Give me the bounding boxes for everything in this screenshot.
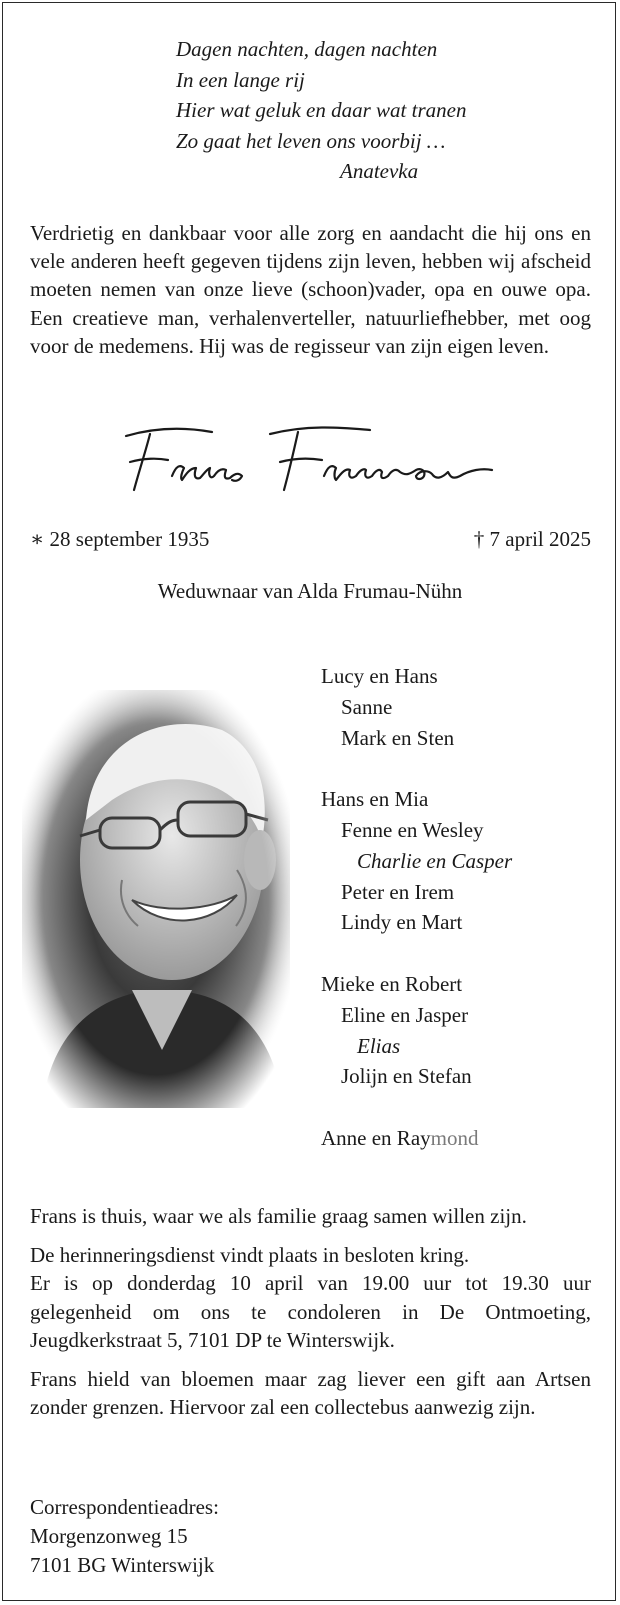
- family-head-part: Anne en Ray: [321, 1125, 431, 1150]
- poem-author: Anatevka: [340, 159, 419, 184]
- correspondence-address: [30, 1493, 219, 1580]
- family-group: [321, 969, 512, 1092]
- family-child: Sanne: [341, 694, 393, 719]
- family-child: Eline en Jasper: [341, 1002, 469, 1027]
- address-street: Morgenzonweg 15: [30, 1524, 188, 1548]
- birth-date: ∗ 28 september 1935: [30, 527, 210, 551]
- family-grandchild: Elias: [357, 1033, 401, 1058]
- signature: [120, 420, 500, 500]
- family-group: [321, 1123, 512, 1154]
- signature-graphic: [120, 420, 500, 500]
- address-city: 7101 BG Winterswijk: [30, 1553, 215, 1577]
- closing-text: [30, 1202, 591, 1432]
- poem: [176, 34, 466, 187]
- family-child: Mark en Sten: [341, 725, 455, 750]
- poem-line: In een lange rij: [176, 67, 305, 92]
- service-line: De herinneringsdienst vindt plaats in besloten kring.: [30, 1242, 470, 1267]
- widower-line: Weduwnaar van Alda Frumau-Nühn: [157, 579, 463, 603]
- family-head-part-faded: mond: [430, 1125, 479, 1150]
- portrait-image: [22, 690, 290, 1108]
- poem-line: Dagen nachten, dagen nachten: [176, 37, 438, 61]
- death-date: † 7 april 2025: [473, 527, 591, 551]
- poem-line: Zo gaat het leven ons voorbij …: [176, 128, 446, 153]
- closing-paragraph: Frans is thuis, waar we als familie graag samen willen zijn.: [30, 1204, 527, 1228]
- portrait-photo: [22, 690, 290, 1108]
- family-child: Jolijn en Stefan: [341, 1064, 472, 1089]
- closing-paragraph: [30, 1241, 591, 1355]
- family-head: Mieke en Robert: [321, 971, 463, 996]
- family-group: [321, 661, 512, 753]
- family-child: Lindy en Mart: [341, 910, 463, 935]
- family-head: Lucy en Hans: [321, 664, 438, 688]
- address-label: Correspondentieadres:: [30, 1495, 219, 1519]
- family-group: [321, 784, 512, 938]
- intro-text: Verdrietig en dankbaar voor alle zorg en aandacht die hij ons en vele anderen heeft gegeven tijdens zijn leven, hebben wij afscheid moeten nemen van onze lieve (schoon)vader, opa en ouwe opa. Een creatieve man, verhalenverteller, natuurliefhebber, met oog voor de medemens. Hij was de regisseur van zijn eigen leven.: [30, 221, 591, 358]
- family-head: [321, 1123, 512, 1154]
- family-head: Hans en Mia: [321, 787, 429, 812]
- family-child: Peter en Irem: [341, 879, 455, 904]
- family-list: [321, 661, 512, 1154]
- condolence-line: Er is op donderdag 10 april van 19.00 uur tot 19.30 uur gelegenheid om ons te condoleren in De Ontmoeting, Jeugdkerkstraat 5, 7101 DP te Winterswijk.: [30, 1271, 591, 1352]
- poem-line: Hier wat geluk en daar wat tranen: [176, 98, 467, 123]
- family-grandchild: Charlie en Casper: [357, 848, 513, 873]
- closing-paragraph: Frans hield van bloemen maar zag liever een gift aan Artsen zonder grenzen. Hiervoor zal een collectebus aanwezig zijn.: [30, 1366, 591, 1419]
- family-child: Fenne en Wesley: [341, 817, 484, 842]
